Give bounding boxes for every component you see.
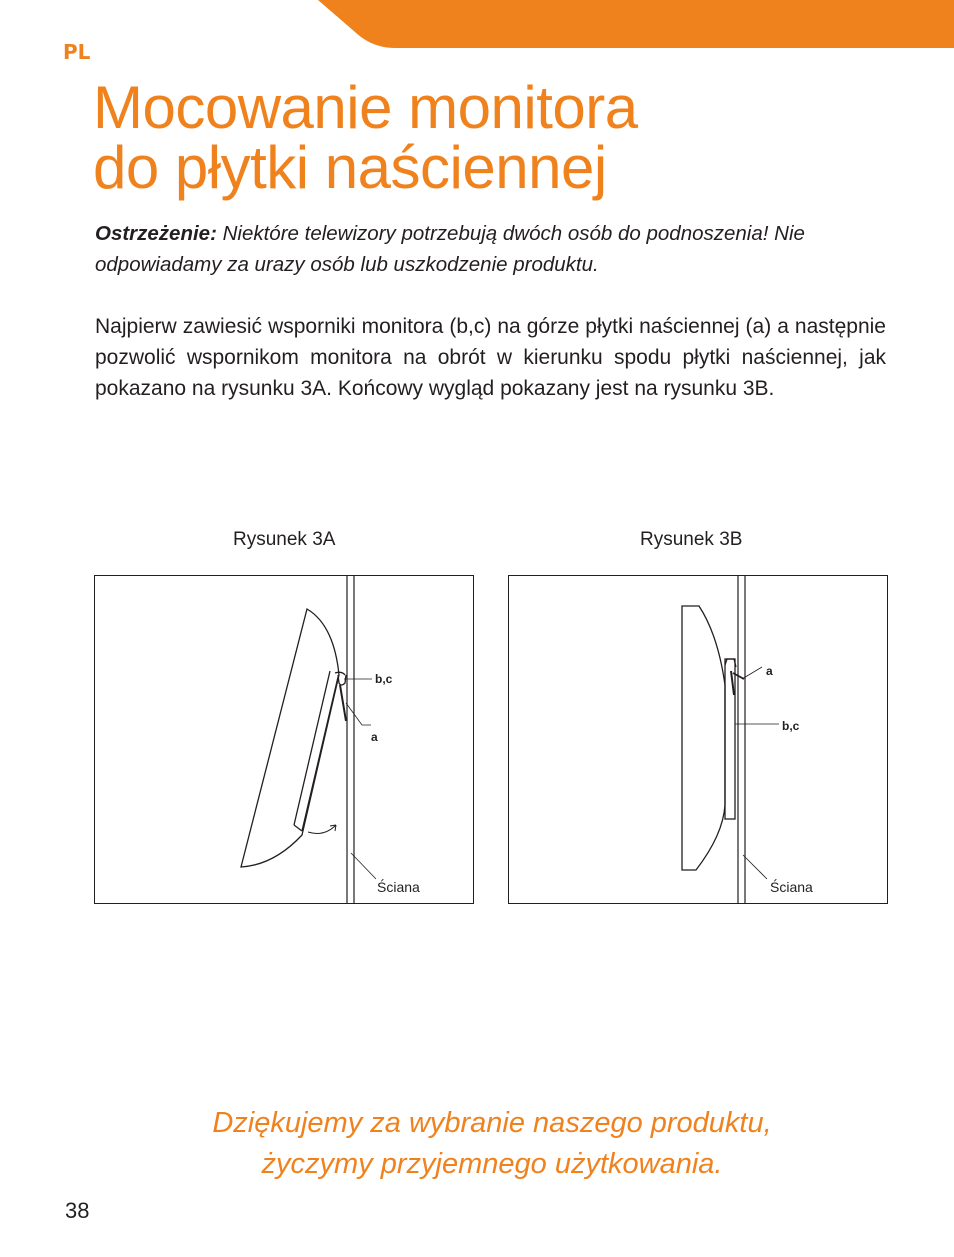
figure-3a <box>94 575 474 904</box>
page-title-line-2: do płytki naściennej <box>93 134 607 201</box>
rotation-arrow <box>308 825 336 833</box>
label-wall: Ściana <box>770 879 813 895</box>
warning-label: Ostrzeżenie: <box>95 222 217 245</box>
figure-3b-caption: Rysunek 3B <box>640 529 743 550</box>
label-bc: b,c <box>375 672 393 686</box>
thank-you-line-2: życzymy przyjemnego użytkowania. <box>261 1148 723 1180</box>
mount-bracket <box>338 675 346 721</box>
figure-3b <box>508 575 888 904</box>
warning-note <box>95 218 895 280</box>
warning-text: Niektóre telewizory potrzebują dwóch osób do podnoszenia! Nie odpowiadamy za urazy osób lub uszkodzenie produktu. <box>95 222 805 276</box>
mounted-monitor <box>682 606 735 870</box>
thank-you-message <box>0 1103 954 1185</box>
orange-header-tab <box>0 0 954 50</box>
label-a: a <box>371 730 378 744</box>
figure-3b-drawing <box>508 575 888 904</box>
page-title <box>93 74 913 201</box>
label-wall: Ściana <box>377 879 420 895</box>
instruction-paragraph: Najpierw zawiesić wsporniki monitora (b,c) na górze płytki naściennej (a) a następnie pozwolić wspornikom monitora na obrót w kierunku spodu płytki naściennej, jak pokazano na rysunku 3A. Końcowy wygląd pokazany jest na rysunku 3B. <box>95 315 886 400</box>
wall <box>738 575 745 904</box>
page-number: 38 <box>65 1198 90 1223</box>
figure-3a-caption: Rysunek 3A <box>233 529 336 550</box>
thank-you-line-1: Dziękujemy za wybranie naszego produktu, <box>212 1107 772 1139</box>
page-title-line-1: Mocowanie monitora <box>93 74 638 141</box>
figure-3a-drawing <box>94 575 474 904</box>
tilted-monitor <box>241 609 345 867</box>
label-bc: b,c <box>782 719 800 733</box>
language-code: PL <box>63 40 91 64</box>
label-a: a <box>766 664 773 678</box>
